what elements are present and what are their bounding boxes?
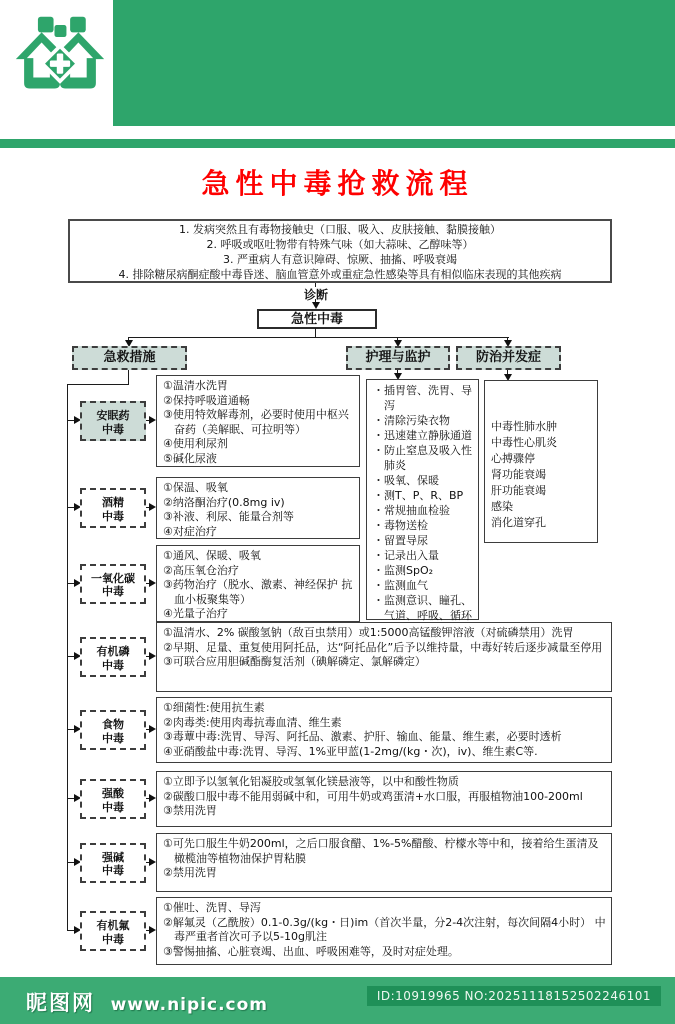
nursing-item: ・ 常规抽血检验 — [373, 503, 474, 518]
connector-trunk-line — [67, 384, 68, 931]
community-health-logo-icon — [14, 12, 106, 108]
treatment-item: ⑤碱化尿液 — [163, 451, 217, 465]
complication-item: 消化道穿孔 — [491, 516, 546, 529]
treatment-item: ②禁用洗胃 — [163, 866, 217, 880]
poison-type-label: 中毒 — [102, 932, 124, 946]
poison-type-label: 食物 — [102, 718, 124, 731]
poison-type-box — [80, 401, 146, 441]
arrow-right-icon — [149, 926, 156, 934]
complication-item: 心搏骤停 — [491, 452, 535, 465]
complication-item: 肝功能衰竭 — [491, 484, 546, 497]
treatment-box — [156, 545, 360, 622]
poison-type-label: 强酸 — [102, 787, 124, 800]
treatment-item: ②解氟灵（乙酰胺）0.1-0.3g/(kg・日)im（首次半量，分2-4次注射，每次间隔4小时） 中毒严重者首次可予以5-10g肌注 — [163, 915, 606, 944]
arrow-down-icon — [312, 302, 320, 309]
treatment-box — [156, 622, 612, 692]
poison-type-label: 中毒 — [102, 800, 124, 814]
complication-item: 肾功能衰竭 — [491, 468, 546, 481]
branch-header-nursing: 护理与监护 — [346, 346, 450, 370]
treatment-item: ②碳酸口服中毒不能用弱碱中和，可用牛奶或鸡蛋清+水口服，再服植物油100-200ml — [163, 789, 583, 803]
treatment-item: ①保温、吸氧 — [163, 481, 228, 494]
complication-item: 中毒性肺水肿 — [491, 420, 557, 433]
nursing-item: ・ 吸氧、保暖 — [373, 473, 474, 488]
treatment-item: ②纳洛酮治疗(0.8mg iv) — [163, 495, 285, 509]
poison-type-label: 强碱 — [102, 850, 124, 864]
criteria-line: 2. 呼吸或呕吐物带有特殊气味（如大蒜味、乙醇味等） — [206, 238, 474, 251]
poison-type-label: 一氧化碳 — [91, 571, 135, 585]
criteria-line: 1. 发病突然且有毒物接触史（口服、吸入、皮肤接触、黏膜接触） — [179, 223, 501, 236]
treatment-item: ①催吐、洗胃、导泻 — [163, 901, 261, 914]
treatment-item: ③补液、利尿、能量合剂等 — [163, 510, 294, 524]
treatment-item: ①通风、保暖、吸氧 — [163, 549, 261, 562]
nursing-item: ・ 迅速建立静脉通道 — [373, 428, 474, 443]
poison-type-box — [80, 710, 146, 750]
treatment-item: ③警惕抽搐、心脏衰竭、出血、呼吸困难等，及时对症处理。 — [163, 944, 459, 958]
poison-type-label: 中毒 — [102, 864, 124, 877]
nursing-item: ・ 记录出入量 — [373, 548, 474, 563]
complications-box — [484, 380, 598, 543]
watermark — [26, 987, 268, 1017]
treatment-item: ①温清水、2% 碳酸氢钠（敌百虫禁用）或1:5000高锰酸钾溶液（对硫磷禁用）洗胃 — [163, 626, 574, 639]
treatment-box — [156, 697, 612, 763]
poison-type-box — [80, 911, 146, 951]
arrow-right-icon — [149, 858, 156, 866]
poison-type-label: 有机氟 — [96, 919, 130, 932]
image-id-badge: ID:10919965 NO:20251118152502246101 — [367, 986, 661, 1006]
connector-line — [128, 370, 129, 385]
treatment-item: ③使用特效解毒剂，必要时使用中枢兴奋药（美解眠、可拉明等） — [163, 408, 349, 436]
criteria-line: 4. 排除糖尿病酮症酸中毒昏迷、脑血管意外或重症急性感染等具有相似临床表现的其他疾病 — [118, 268, 562, 281]
nursing-item: ・ 清除污染衣物 — [373, 413, 474, 428]
nursing-item: ・ 防止窒息及吸入性肺炎 — [373, 443, 474, 473]
nursing-item: ・ 毒物送检 — [373, 518, 474, 533]
treatment-item: ③药物治疗（脱水、激素、神经保护 抗血小板聚集等） — [163, 578, 353, 606]
nursing-monitoring-box — [366, 379, 479, 620]
treatment-box — [156, 477, 360, 539]
poison-type-box — [80, 564, 146, 604]
poison-type-label: 中毒 — [102, 422, 124, 436]
poison-type-label: 酒精 — [102, 496, 124, 509]
treatment-box — [156, 897, 612, 965]
criteria-line: 3. 严重病人有意识障碍、惊厥、抽搐、呼吸衰竭 — [223, 253, 457, 266]
complication-item: 中毒性心肌炎 — [491, 436, 557, 449]
watermark-site-url: www.nipic.com — [110, 995, 268, 1015]
branch-header-emergency: 急救措施 — [72, 346, 187, 370]
treatment-item: ③禁用洗胃 — [163, 804, 217, 818]
nursing-item: ・ 插胃管、洗胃、导泻 — [373, 383, 474, 413]
treatment-item: ②高压氧仓治疗 — [163, 563, 239, 577]
arrow-right-icon — [149, 503, 156, 511]
poison-type-label: 中毒 — [102, 731, 124, 745]
treatment-item: ④对症治疗 — [163, 524, 217, 538]
treatment-item: ④亚硝酸盐中毒:洗胃、导泻、1%亚甲蓝(1-2mg/(kg・次)，iv)、维生素C等. — [163, 744, 538, 758]
connector-line — [67, 384, 129, 385]
treatment-box — [156, 771, 612, 827]
poison-type-label: 安眠药 — [96, 409, 130, 422]
watermark-site-name: 昵图网 — [26, 991, 95, 1015]
treatment-item: ①可先口服生牛奶200ml，之后口服食醋、1%-5%醋酸、柠檬水等中和，接着给生蛋清及橄榄油等植物油保护胃粘膜 — [163, 837, 599, 865]
poison-type-box — [80, 779, 146, 819]
poison-type-box — [80, 637, 146, 677]
treatment-item: ①温清水洗胃 — [163, 379, 228, 392]
treatment-item: ②早期、足量、重复使用阿托品，达“阿托品化”后予以维持量，中毒好转后逐步减量至停用 — [163, 640, 603, 654]
connector-line — [128, 337, 509, 338]
poison-type-box — [80, 488, 146, 528]
diagnosis-result-box: 急性中毒 — [257, 309, 377, 329]
nursing-item: ・ 留置导尿 — [373, 533, 474, 548]
footer-bar — [0, 977, 675, 1024]
treatment-item: ②肉毒类:使用肉毒抗毒血清、维生素 — [163, 715, 342, 729]
diagnosis-label: 诊断 — [303, 288, 328, 302]
treatment-item: ②保持呼吸道通畅 — [163, 393, 250, 407]
treatment-box — [156, 833, 612, 892]
treatment-item: ④光量子治疗 — [163, 607, 228, 621]
header-green-strip — [0, 139, 675, 148]
treatment-box — [156, 375, 360, 467]
arrow-right-icon — [149, 416, 156, 424]
arrow-right-icon — [149, 794, 156, 802]
treatment-item: ④使用利尿剂 — [163, 437, 228, 451]
poison-type-label: 中毒 — [102, 658, 124, 672]
treatment-item: ①细菌性:使用抗生素 — [163, 701, 265, 714]
treatment-item: ①立即予以氢氧化铝凝胶或氢氧化镁悬液等，以中和酸性物质 — [163, 775, 459, 788]
nursing-item: ・ 监测SpO₂ — [373, 563, 474, 578]
arrow-right-icon — [149, 725, 156, 733]
header-green-band — [113, 0, 675, 126]
arrow-right-icon — [149, 652, 156, 660]
poison-type-label: 中毒 — [102, 585, 124, 598]
poison-type-label: 有机磷 — [96, 645, 130, 658]
treatment-item: ③毒蕈中毒:洗胃、导泻、阿托品、激素、护肝、输血、能量、维生素，必要时透析 — [163, 730, 562, 744]
nursing-item: ・ 监测意识、瞳孔、气道、呼吸、循环 — [373, 593, 474, 623]
nursing-item: ・ 监测血气 — [373, 578, 474, 593]
poison-type-label: 中毒 — [102, 509, 124, 523]
nursing-item: ・ 测T、P、R、BP — [373, 488, 474, 503]
arrow-right-icon — [149, 579, 156, 587]
poison-type-box — [80, 843, 146, 883]
branch-header-complications: 防治并发症 — [456, 346, 561, 370]
complication-item: 感染 — [491, 500, 513, 513]
page-title: 急性中毒抢救流程 — [201, 167, 474, 200]
criteria-box — [68, 219, 612, 283]
treatment-item: ③可联合应用胆碱酯酶复活剂（碘解磷定、氯解磷定） — [163, 655, 426, 669]
